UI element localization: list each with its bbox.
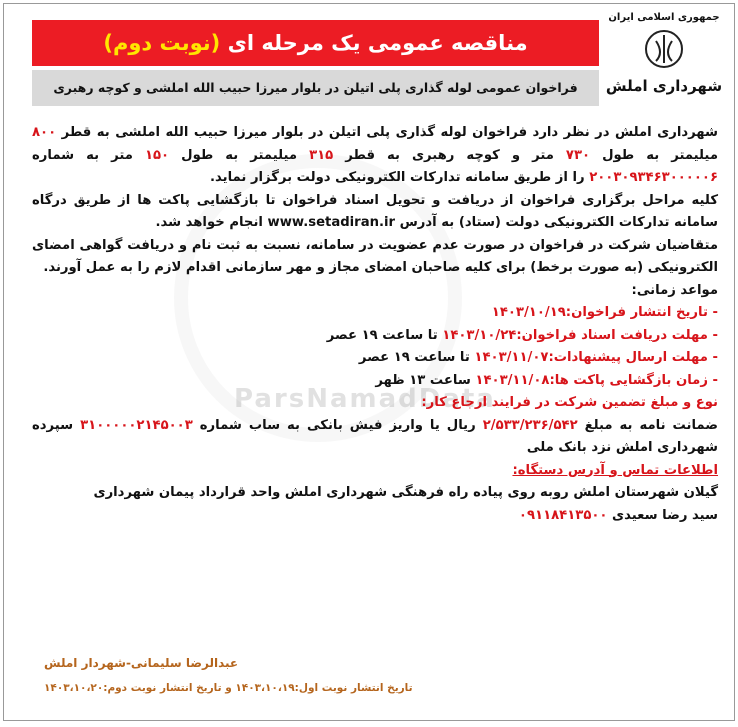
date-row: - مهلت ارسال پیشنهادات:۱۴۰۳/۱۱/۰۷ تا ساعت ۱۹ عصر — [358, 350, 718, 365]
title-main: مناقصه عمومی یک مرحله ای — [227, 31, 528, 55]
setad-link[interactable]: www.setadiran.ir — [267, 215, 396, 230]
guarantee-heading: نوع و مبلغ تضمین شرکت در فرایند ارجاع کار: — [421, 395, 718, 410]
guarantee-amount: ۲/۵۳۳/۲۳۶/۵۴۲ — [482, 417, 578, 433]
municipality-name: شهرداری املش — [605, 77, 723, 95]
dates-list — [32, 302, 718, 392]
notice-body — [32, 122, 718, 527]
country-name: جمهوری اسلامی ایران — [608, 12, 720, 23]
paragraph-guarantee: ضمانت نامه به مبلغ ۲/۵۳۳/۲۳۶/۵۴۲ ریال یا واریز فیش بانکی به ساب شماره ۳۱۰۰۰۰۰۲۱۴۵۰۰۳ سپرده شهرداری املش نزد بانک ملی — [32, 417, 718, 455]
publication-dates: تاریخ انتشار نوبت اول:۱۴۰۳،۱۰،۱۹ و تاریخ انتشار نوبت دوم:۱۴۰۳،۱۰،۲۰ — [44, 682, 413, 694]
date-row: - تاریخ انتشار فراخوان:۱۴۰۳/۱۰/۱۹ — [491, 305, 718, 320]
paragraph-registration: متقاضیان شرکت در فراخوان در صورت عدم عضویت در سامانه، نسبت به ثبت نام و دریافت گواهی امضای الکترونیکی (به صورت برخط) برای کلیه صاحبان امضای مجاز و مهر سازمانی اقدام لازم را به عمل آورند. — [32, 237, 718, 275]
paragraph-procedure: کلیه مراحل برگزاری فراخوان از دریافت و تحویل اسناد فراخوان تا بازگشایی پاکت ها از طریق درگاه سامانه تدارکات الکترونیکی دولت (ستاد) به آدرس www.setadiran.ir انجام خواهد شد. — [32, 192, 718, 230]
date-row: - زمان بازگشایی پاکت ها:۱۴۰۳/۱۱/۰۸ ساعت ۱۳ ظهر — [375, 372, 718, 388]
date-row: - مهلت دریافت اسناد فراخوان:۱۴۰۳/۱۰/۲۴ تا ساعت ۱۹ عصر — [326, 327, 718, 343]
contact-heading: اطلاعات تماس و آدرس دستگاه: — [512, 462, 718, 478]
title-round: (نوبت دوم) — [103, 31, 221, 55]
dates-heading: مواعد زمانی: — [631, 282, 718, 298]
municipality-logo — [604, 10, 724, 120]
account-number: ۳۱۰۰۰۰۰۲۱۴۵۰۰۳ — [80, 417, 193, 433]
emblem-icon — [642, 27, 686, 71]
watermark-text: ParsNamadData — [234, 384, 496, 414]
title-banner — [32, 20, 599, 66]
contact-address: گیلان شهرستان املش روبه روی پیاده راه فرهنگی شهرداری املش واحد قرارداد پیمان شهرداری — [93, 485, 718, 500]
subtitle: فراخوان عمومی لوله گذاری پلی اتیلن در بلوار میرزا حبیب الله املشی و کوچه رهبری — [32, 70, 599, 106]
tender-notice — [3, 3, 735, 721]
contact-line — [32, 505, 718, 528]
contact-phone: ۰۹۱۱۸۴۱۳۵۰۰ — [518, 507, 608, 523]
signature: عبدالرضا سلیمانی-شهردار املش — [44, 656, 239, 670]
contact-person: سید رضا سعیدی — [607, 507, 718, 523]
paragraph-intro: شهرداری املش در نظر دارد فراخوان لوله گذاری پلی اتیلن در بلوار میرزا حبیب الله املشی به قطر ۸۰۰ میلیمتر به طول ۷۳۰ متر و کوچه رهبری به قطر ۳۱۵ میلیمتر به طول ۱۵۰ متر به شماره ۲۰۰۳۰۹۳۴۶۳۰۰۰۰۰۶ را از طریق سامانه تدارکات الکترونیکی دولت برگزار نماید. — [32, 125, 718, 185]
tender-number: ۲۰۰۳۰۹۳۴۶۳۰۰۰۰۰۶ — [589, 170, 718, 185]
